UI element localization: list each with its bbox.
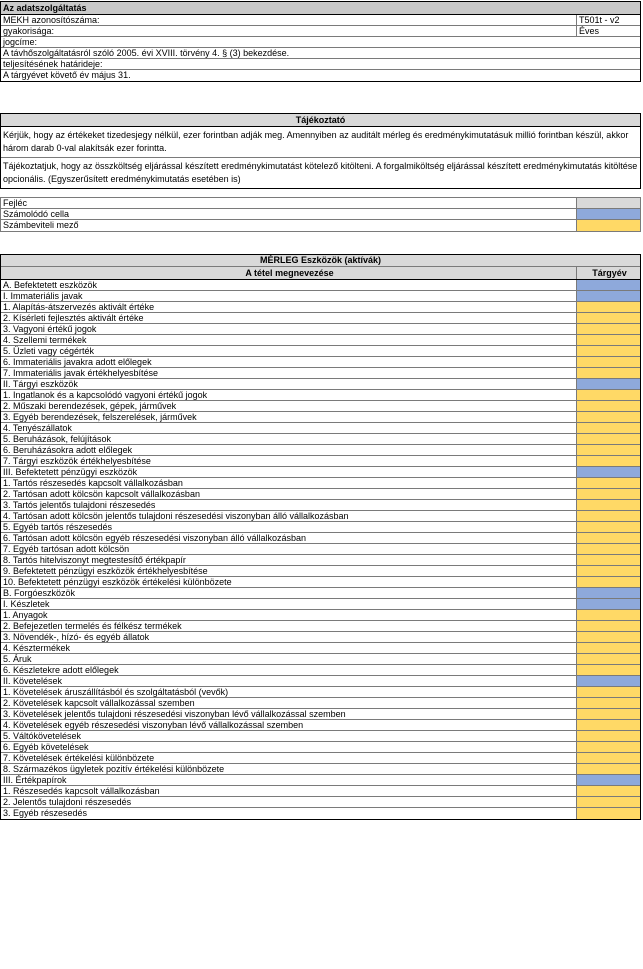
input-cell[interactable] (576, 423, 640, 433)
row-label: 3. Tartós jelentős tulajdoni részesedés (3, 500, 156, 510)
table-row (1, 621, 640, 632)
table-row (1, 544, 640, 555)
deadline-value: A tárgyévet követő év május 31. (3, 70, 131, 80)
row-label: 8. Tartós hitelviszonyt megtestesítő értékpapír (3, 555, 186, 565)
data-service-title: Az adatszolgáltatás (1, 2, 640, 15)
row-label: II. Követelések (3, 676, 63, 686)
table-row (1, 808, 640, 819)
row-label: 3. Egyéb berendezések, felszerelések, járművek (3, 412, 197, 422)
frequency-value: Éves (576, 26, 640, 36)
legend-row-calculated (1, 209, 640, 220)
row-label: 3. Vagyoni értékű jogok (3, 324, 97, 334)
legend-block (0, 197, 641, 232)
row-label: 2. Jelentős tulajdoni részesedés (3, 797, 132, 807)
row-label: 1. Követelések áruszállításból és szolgáltatásból (vevők) (3, 687, 229, 697)
id-row (1, 15, 640, 26)
input-cell[interactable] (576, 720, 640, 730)
row-label: 3. Egyéb részesedés (3, 808, 88, 818)
table-row (1, 720, 640, 731)
input-cell[interactable] (576, 313, 640, 323)
frequency-row (1, 26, 640, 37)
row-label: 7. Egyéb tartósan adott kölcsön (3, 544, 130, 554)
table-row (1, 775, 640, 786)
legend-swatch-grey (576, 198, 640, 208)
calculated-cell (576, 280, 640, 290)
calculated-cell (576, 467, 640, 477)
row-label: 1. Ingatlanok és a kapcsolódó vagyoni értékű jogok (3, 390, 208, 400)
input-cell[interactable] (576, 390, 640, 400)
legend-swatch-yellow (576, 220, 640, 231)
table-row (1, 731, 640, 742)
table-row (1, 522, 640, 533)
row-label: 6. Beruházásokra adott előlegek (3, 445, 133, 455)
row-label: 2. Befejezetlen termelés és félkész termékek (3, 621, 182, 631)
input-cell[interactable] (576, 808, 640, 819)
info-paragraph-1: Kérjük, hogy az értékeket tizedesjegy nélkül, ezer forintban adják meg. Amennyiben az auditált mérleg és eredménykimutatásuk millió forintban készül, akkor három darab 0-val alakítsák ezer forintta. (1, 127, 640, 158)
id-value: T501t - v2 (576, 15, 640, 25)
table-row (1, 511, 640, 522)
legal-value: A távhőszolgáltatásról szóló 2005. évi XVIII. törvény 4. § (3) bekezdése. (1, 48, 640, 59)
table-row (1, 599, 640, 610)
row-label: 6. Immateriális javakra adott előlegek (3, 357, 152, 367)
row-label: 5. Üzleti vagy cégérték (3, 346, 95, 356)
calculated-cell (576, 291, 640, 301)
input-cell[interactable] (576, 632, 640, 642)
table-row (1, 555, 640, 566)
info-title: Tájékoztató (1, 114, 640, 127)
row-label: III. Befektetett pénzügyi eszközök (3, 467, 138, 477)
row-label: I. Immateriális javak (3, 291, 83, 301)
legend-row-header (1, 198, 640, 209)
table-row (1, 335, 640, 346)
table-row (1, 467, 640, 478)
input-cell[interactable] (576, 456, 640, 466)
row-label: 4. Szellemi termékek (3, 335, 87, 345)
calculated-cell (576, 676, 640, 686)
input-cell[interactable] (576, 434, 640, 444)
table-row (1, 368, 640, 379)
row-label: 1. Részesedés kapcsolt vállalkozásban (3, 786, 160, 796)
column-header-year: Tárgyév (576, 267, 640, 279)
row-label: 9. Befektetett pénzügyi eszközök értékhelyesbítése (3, 566, 208, 576)
table-row (1, 665, 640, 676)
table-row (1, 489, 640, 500)
row-label: 5. Áruk (3, 654, 32, 664)
input-cell[interactable] (576, 533, 640, 543)
input-cell[interactable] (576, 478, 640, 488)
table-row (1, 478, 640, 489)
table-row (1, 786, 640, 797)
calculated-cell (576, 379, 640, 389)
balance-table (0, 254, 641, 820)
table-row (1, 610, 640, 621)
table-row (1, 302, 640, 313)
legend-label-header: Fejléc (3, 198, 28, 208)
table-row (1, 764, 640, 775)
table-row (1, 797, 640, 808)
input-cell[interactable] (576, 643, 640, 653)
row-label: 6. Egyéb követelések (3, 742, 89, 752)
input-cell[interactable] (576, 302, 640, 312)
row-label: 2. Kísérleti fejlesztés aktivált értéke (3, 313, 144, 323)
table-row (1, 390, 640, 401)
input-cell[interactable] (576, 764, 640, 774)
table-row (1, 643, 640, 654)
input-cell[interactable] (576, 500, 640, 510)
row-label: 6. Készletekre adott előlegek (3, 665, 119, 675)
table-row (1, 753, 640, 764)
input-cell[interactable] (576, 698, 640, 708)
legend-swatch-blue (576, 209, 640, 219)
input-cell[interactable] (576, 522, 640, 532)
input-cell[interactable] (576, 544, 640, 554)
table-row (1, 709, 640, 720)
row-label: II. Tárgyi eszközök (3, 379, 78, 389)
balance-title: MÉRLEG Eszközök (aktívák) (1, 255, 640, 267)
table-row (1, 632, 640, 643)
row-label: 2. Követelések kapcsolt vállalkozással szemben (3, 698, 195, 708)
legend-label-input: Számbeviteli mező (3, 220, 79, 230)
table-row (1, 698, 640, 709)
row-label: 5. Egyéb tartós részesedés (3, 522, 113, 532)
table-row (1, 313, 640, 324)
table-row (1, 291, 640, 302)
input-cell[interactable] (576, 654, 640, 664)
data-service-block (0, 1, 641, 82)
row-label: 2. Műszaki berendezések, gépek, járművek (3, 401, 177, 411)
table-row (1, 357, 640, 368)
table-row (1, 412, 640, 423)
row-label: 1. Anyagok (3, 610, 48, 620)
info-paragraph-2: Tájékoztatjuk, hogy az összköltség eljárással készített eredménykimutatást kötelező kitölteni. A forgalmiköltség eljárással készített eredménykimutatás kitöltése opcionális. (Egyszerűsített eredménykimutatás esetében is) (3, 161, 638, 184)
input-cell[interactable] (576, 357, 640, 367)
table-row (1, 401, 640, 412)
row-label: 7. Tárgyi eszközök értékhelyesbítése (3, 456, 151, 466)
column-header-name: A tétel megnevezése (245, 268, 334, 278)
row-label: 4. Követelések egyéb részesedési viszonyban lévő vállalkozással szemben (3, 720, 304, 730)
table-row (1, 577, 640, 588)
row-label: 7. Követelések értékelési különbözete (3, 753, 155, 763)
table-row (1, 445, 640, 456)
balance-header-row (1, 267, 640, 280)
legal-label: jogcíme: (1, 37, 640, 48)
table-row (1, 654, 640, 665)
input-cell[interactable] (576, 566, 640, 576)
deadline-label: teljesítésének határideje: (1, 59, 640, 70)
input-cell[interactable] (576, 709, 640, 719)
table-row (1, 566, 640, 577)
table-row (1, 742, 640, 753)
input-cell[interactable] (576, 412, 640, 422)
table-row (1, 324, 640, 335)
id-label: MEKH azonosítószáma: (3, 15, 100, 25)
input-cell[interactable] (576, 742, 640, 752)
row-label: 8. Származékos ügyletek pozitív értékelési különbözete (3, 764, 225, 774)
input-cell[interactable] (576, 445, 640, 455)
input-cell[interactable] (576, 577, 640, 587)
input-cell[interactable] (576, 368, 640, 378)
row-label: 3. Követelések jelentős tulajdoni részesedési viszonyban lévő vállalkozással szemben (3, 709, 346, 719)
input-cell[interactable] (576, 687, 640, 697)
input-cell[interactable] (576, 555, 640, 565)
input-cell[interactable] (576, 401, 640, 411)
calculated-cell (576, 588, 640, 598)
input-cell[interactable] (576, 324, 640, 334)
row-label: 5. Beruházások, felújítások (3, 434, 112, 444)
row-label: 5. Váltókövetelések (3, 731, 82, 741)
table-row (1, 500, 640, 511)
table-row (1, 434, 640, 445)
input-cell[interactable] (576, 511, 640, 521)
input-cell[interactable] (576, 621, 640, 631)
table-row (1, 588, 640, 599)
table-row (1, 280, 640, 291)
input-cell[interactable] (576, 610, 640, 620)
table-row (1, 687, 640, 698)
row-label: 4. Tartósan adott kölcsön jelentős tulajdoni részesedési viszonyban álló vállalkozásban (3, 511, 349, 521)
input-cell[interactable] (576, 335, 640, 345)
input-cell[interactable] (576, 731, 640, 741)
input-cell[interactable] (576, 346, 640, 356)
table-row (1, 456, 640, 467)
row-label: A. Befektetett eszközök (3, 280, 98, 290)
table-row (1, 379, 640, 390)
table-row (1, 676, 640, 687)
input-cell[interactable] (576, 665, 640, 675)
legend-row-input (1, 220, 640, 231)
legend-label-calculated: Számolódó cella (3, 209, 70, 219)
row-label: B. Forgóeszközök (3, 588, 76, 598)
info-block (0, 113, 641, 189)
input-cell[interactable] (576, 753, 640, 763)
row-label: 1. Tartós részesedés kapcsolt vállalkozásban (3, 478, 183, 488)
frequency-label: gyakorisága: (3, 26, 55, 36)
row-label: 6. Tartósan adott kölcsön egyéb részesedési viszonyban álló vállalkozásban (3, 533, 307, 543)
row-label: 4. Tenyészállatok (3, 423, 72, 433)
row-label: 10. Befektetett pénzügyi eszközök értékelési különbözete (3, 577, 232, 587)
balance-rows (1, 280, 640, 819)
row-label: 4. Késztermékek (3, 643, 71, 653)
row-label: III. Értékpapírok (3, 775, 67, 785)
calculated-cell (576, 775, 640, 785)
input-cell[interactable] (576, 489, 640, 499)
input-cell[interactable] (576, 797, 640, 807)
row-label: 3. Növendék-, hízó- és egyéb állatok (3, 632, 150, 642)
row-label: 1. Alapítás-átszervezés aktivált értéke (3, 302, 155, 312)
row-label: 7. Immateriális javak értékhelyesbítése (3, 368, 159, 378)
table-row (1, 423, 640, 434)
calculated-cell (576, 599, 640, 609)
table-row (1, 346, 640, 357)
row-label: 2. Tartósan adott kölcsön kapcsolt vállalkozásban (3, 489, 200, 499)
input-cell[interactable] (576, 786, 640, 796)
row-label: I. Készletek (3, 599, 50, 609)
table-row (1, 533, 640, 544)
